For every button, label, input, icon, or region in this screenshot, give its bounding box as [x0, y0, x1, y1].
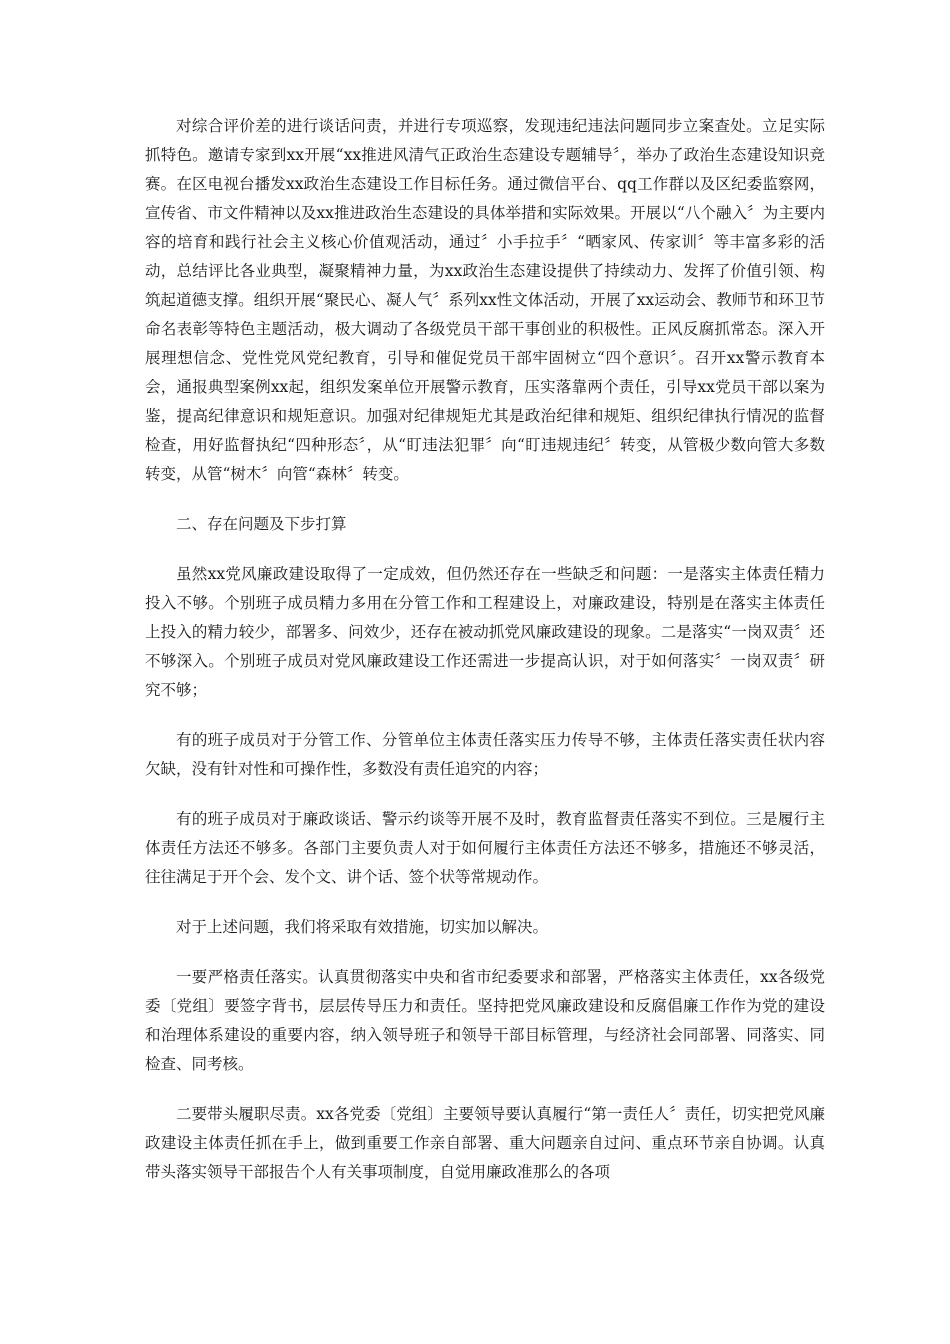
document-body [145, 112, 825, 1208]
paragraph-measure-two: 二要带头履职尽责。xx各党委〔党组〕主要领导要认真履行“第一责任人〞责任，切实把党风廉政建设主体责任抓在手上，做到重要工作亲自部署、重大问题亲自过问、重点环节亲自协调。认真带头落实领导干部报告个人有关事项制度，自觉用廉政准那么的各项 [145, 1105, 825, 1181]
paragraph-existing-problems: 虽然xx党风廉政建设取得了一定成效，但仍然还存在一些缺乏和问题：一是落实主体责任精力投入不够。个别班子成员精力多用在分管工作和工程建设上，对廉政建设，特别是在落实主体责任上投入的精力较少，部署多、问效少，还存在被动抓党风廉政建设的现象。二是落实“一岗双责〞还不够深入。个别班子成员对党风廉政建设工作还需进一步提高认识，对于如何落实〞一岗双责〞研究不够； [145, 565, 825, 699]
paragraph-supervision-methods: 有的班子成员对于廉政谈话、警示约谈等开展不及时，教育监督责任落实不到位。三是履行主体责任方法还不够多。各部门主要负责人对于如何履行主体责任方法还不够多，措施还不够灵活，往往满足于开个会、发个文、讲个话、签个状等常规动作。 [145, 810, 825, 886]
paragraph-continued-from-previous-page: 对综合评价差的进行谈话问责，并进行专项巡察，发现违纪违法问题同步立案查处。立足实际抓特色。邀请专家到xx开展“xx推进风清气正政治生态建设专题辅导〞，举办了政治生态建设知识竞赛。在区电视台播发xx政治生态建设工作目标任务。通过微信平台、qq工作群以及区纪委监察网，宣传省、市文件精神以及xx推进政治生态建设的具体举措和实际效果。开展以“八个融入〞为主要内容的培育和践行社会主义核心价值观活动，通过〞小手拉手〞“晒家风、传家训〞等丰富多彩的活动，总结评比各业典型，凝聚精神力量，为xx政治生态建设提供了持续动力、发挥了价值引领、构筑起道德支撑。组织开展“聚民心、凝人气〞系列xx性文体活动，开展了xx运动会、教师节和环卫节命名表彰等特色主题活动，极大调动了各级党员干部干事创业的积极性。正风反腐抓常态。深入开展理想信念、党性党风党纪教育，引导和催促党员干部牢固树立“四个意识〞。召开xx警示教育本会，通报典型案例xx起，组织发案单位开展警示教育，压实落靠两个责任，引导xx党员干部以案为鉴，提高纪律意识和规矩意识。加强对纪律规矩尤其是政治纪律和规矩、组织纪律执行情况的监督检查，用好监督执纪“四种形态〞，从“盯违法犯罪〞向“盯违规违纪〞转变，从管极少数向管大多数转变，从管“树木〞向管“森林〞转变。 [145, 117, 825, 483]
paragraph-measures-intro: 对于上述问题，我们将采取有效措施，切实加以解决。 [176, 918, 549, 936]
paragraph-pressure-transmission: 有的班子成员对于分管工作、分管单位主体责任落实压力传导不够，主体责任落实责任状内容欠缺，没有针对性和可操作性，多数没有责任追究的内容； [145, 731, 825, 778]
paragraph-measure-one: 一要严格责任落实。认真贯彻落实中央和省市纪委要求和部署，严格落实主体责任，xx各级党委〔党组〕要签字背书，层层传导压力和责任。坚持把党风廉政建设和反腐倡廉工作作为党的建设和治理体系建设的重要内容，纳入领导班子和领导干部目标管理，与经济社会同部署、同落实、同检查、同考核。 [145, 968, 825, 1073]
section-heading-problems-and-plans: 二、存在问题及下步打算 [176, 515, 347, 533]
